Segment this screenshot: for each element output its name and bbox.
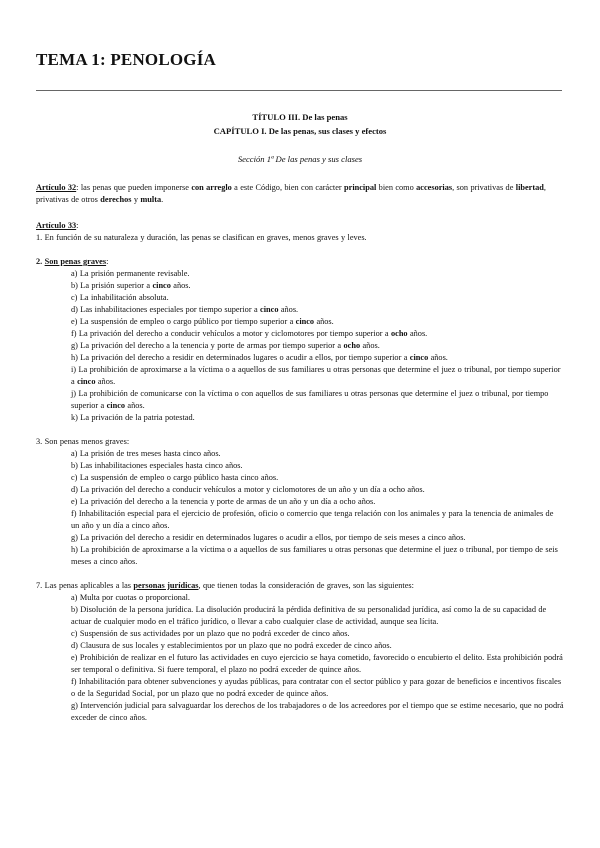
list-item	[71, 412, 564, 424]
list-item-emphasis: cinco	[260, 305, 279, 314]
penas-menos-graves-list	[36, 448, 564, 568]
article-32-emphasis: con arreglo	[191, 183, 232, 192]
penas-graves-list	[36, 268, 564, 424]
list-item	[71, 328, 564, 340]
personas-juridicas-heading	[36, 580, 564, 592]
list-item-text: años.	[314, 317, 334, 326]
personas-juridicas-text: , que tienen todas la consideración de graves, son las siguientes:	[198, 581, 414, 590]
article-32-text: a este Código, bien con carácter	[231, 183, 345, 192]
article-32-text: y	[131, 195, 141, 204]
list-item: d) Clausura de sus locales y establecimientos por un plazo que no podrá exceder de cinco años.	[71, 641, 392, 650]
spacer	[36, 568, 564, 580]
list-item	[71, 268, 564, 280]
list-item-emphasis: cinco	[106, 401, 126, 410]
list-item: d) La privación del derecho a conducir vehículos a motor y ciclomotores de un año y un día a ocho años.	[71, 485, 425, 494]
list-item-text: c) La inhabilitación absoluta.	[71, 293, 169, 302]
article-33-colon: :	[76, 221, 79, 230]
penas-graves-colon: :	[106, 257, 109, 266]
list-item-text: g) La privación del derecho a la tenencia y porte de armas por tiempo superior a	[71, 341, 344, 350]
list-item-text: j) La prohibición de comunicarse con la víctima o con aquellos de sus familiares u otras personas que determine el juez o tribunal, por tiempo superior a	[71, 389, 549, 410]
spacer	[36, 424, 564, 436]
page-title: TEMA 1: PENOLOGÍA	[36, 50, 217, 69]
list-item-text: años.	[125, 401, 145, 410]
penas-graves-heading	[36, 256, 564, 268]
list-item: b) Disolución de la persona jurídica. La disolución producirá la pérdida definitiva de su personalidad jurídica, así como la de su capacidad de actuar de cualquier modo en el tráfico jurídico, o llevar a cabo cualquier clase de actividad, aunque sea lícita.	[71, 605, 547, 626]
list-item	[71, 292, 564, 304]
article-32	[36, 182, 564, 206]
list-item-emphasis: cinco	[152, 281, 171, 290]
list-item: c) Suspensión de sus actividades por un plazo que no podrá exceder de cinco años.	[71, 629, 350, 638]
list-item-text: años.	[360, 341, 380, 350]
personas-juridicas-label: personas jurídicas	[133, 581, 199, 590]
list-item-text: años.	[428, 353, 448, 362]
list-item-emphasis: cinco	[295, 317, 315, 326]
article-33-heading	[36, 220, 564, 232]
article-33	[36, 220, 564, 724]
list-item-text: años.	[95, 377, 116, 386]
list-item-text: k) La privación de la patria potestad.	[71, 413, 195, 422]
article-32-emphasis: libertad	[515, 183, 544, 192]
article-32-text: , privativas de otros	[36, 183, 546, 204]
article-32-emphasis: principal	[344, 183, 377, 192]
list-item-emphasis: cinco	[409, 353, 429, 362]
article-32-text: : las penas que pueden imponerse	[76, 183, 192, 192]
list-item-emphasis: ocho	[390, 329, 408, 338]
list-item: h) La prohibición de aproximarse a la víctima o a aquellos de sus familiares u otras personas que determine el juez o tribunal, por tiempo de seis meses a cinco años.	[71, 545, 558, 566]
article-32-text: bien como	[376, 183, 417, 192]
article-33-label: Artículo 33	[36, 221, 77, 230]
article-32-emphasis: multa	[140, 195, 162, 204]
list-item-emphasis: cinco	[77, 377, 96, 386]
list-item: e) Prohibición de realizar en el futuro las actividades en cuyo ejercicio se haya cometido, favorecido o encubierto el delito. Esta prohibición podrá ser temporal o definitiva. Si fuere temporal, el plazo no podrá exceder de quince años.	[71, 653, 563, 674]
list-item: b) Las inhabilitaciones especiales hasta cinco años.	[71, 461, 243, 470]
penas-graves-number: 2.	[36, 257, 45, 266]
list-item	[71, 340, 564, 352]
article-32-emphasis: accesorias	[416, 183, 453, 192]
list-item	[71, 388, 564, 412]
article-32-text: .	[161, 195, 164, 204]
article-32-paragraph	[36, 182, 564, 206]
list-item: e) La privación del derecho a la tenencia y porte de armas de un año y un día a ocho años.	[71, 497, 376, 506]
list-item-text: años.	[170, 281, 191, 290]
article-32-label: Artículo 32	[36, 183, 77, 192]
list-item: a) Multa por cuotas o proporcional.	[71, 593, 191, 602]
list-item: f) Inhabilitación especial para el ejercicio de profesión, oficio o comercio que tenga relación con los animales y para la tenencia de animales de un año y un día a cinco años.	[71, 509, 554, 530]
list-item	[71, 364, 564, 388]
list-item: c) La suspensión de empleo o cargo público hasta cinco años.	[71, 473, 279, 482]
list-item: a) La prisión de tres meses hasta cinco años.	[71, 449, 221, 458]
article-32-text: , son privativas de	[452, 183, 516, 192]
list-item-text: d) Las inhabilitaciones especiales por tiempo superior a	[71, 305, 261, 314]
personas-juridicas-text: 7. Las penas aplicables a las	[36, 581, 134, 590]
seccion-heading: Sección 1ª De las penas y sus clases	[237, 154, 363, 164]
titulo-heading: TÍTULO III. De las penas	[252, 112, 348, 122]
list-item-text: años.	[407, 329, 428, 338]
penas-menos-graves-heading: 3. Son penas menos graves:	[36, 437, 130, 446]
penas-graves-label: Son penas graves	[44, 257, 107, 266]
list-item: g) Intervención judicial para salvaguardar los derechos de los trabajadores o de los acreedores por el tiempo que se estime necesario, que no podrá exceder de cinco años.	[71, 701, 564, 722]
list-item-text: b) La prisión superior a	[71, 281, 153, 290]
list-item-text: e) La suspensión de empleo o cargo público por tiempo superior a	[71, 317, 296, 326]
article-32-emphasis: derechos	[100, 195, 132, 204]
list-item: g) La privación del derecho a residir en determinados lugares o acudir a ellos, por tiempo de seis meses a cinco años.	[71, 533, 466, 542]
list-item-text: h) La privación del derecho a residir en determinados lugares o acudir a ellos, por tiempo superior a	[71, 353, 410, 362]
list-item	[71, 304, 564, 316]
personas-juridicas-list	[36, 592, 564, 724]
list-item-text: i) La prohibición de aproximarse a la víctima o a aquellos de sus familiares u otras personas que determine el juez o tribunal, por tiempo superior a	[71, 365, 561, 386]
list-item	[71, 316, 564, 328]
list-item-emphasis: ocho	[343, 341, 361, 350]
list-item: f) Inhabilitación para obtener subvenciones y ayudas públicas, para contratar con el sector público y para gozar de beneficios e incentivos fiscales o de la Seguridad Social, por un plazo que no podrá exceder de quince años.	[71, 677, 562, 698]
title-divider	[36, 90, 562, 91]
capitulo-heading: CAPÍTULO I. De las penas, sus clases y efectos	[213, 126, 387, 136]
list-item-text: años.	[278, 305, 299, 314]
list-item	[71, 280, 564, 292]
list-item	[71, 352, 564, 364]
list-item-text: f) La privación del derecho a conducir vehículos a motor y ciclomotores por tiempo superior a	[71, 329, 391, 338]
article-33-paragraph-1: 1. En función de su naturaleza y duración, las penas se clasifican en graves, menos graves y leves.	[36, 233, 367, 242]
list-item-text: a) La prisión permanente revisable.	[71, 269, 190, 278]
spacer	[36, 244, 564, 256]
